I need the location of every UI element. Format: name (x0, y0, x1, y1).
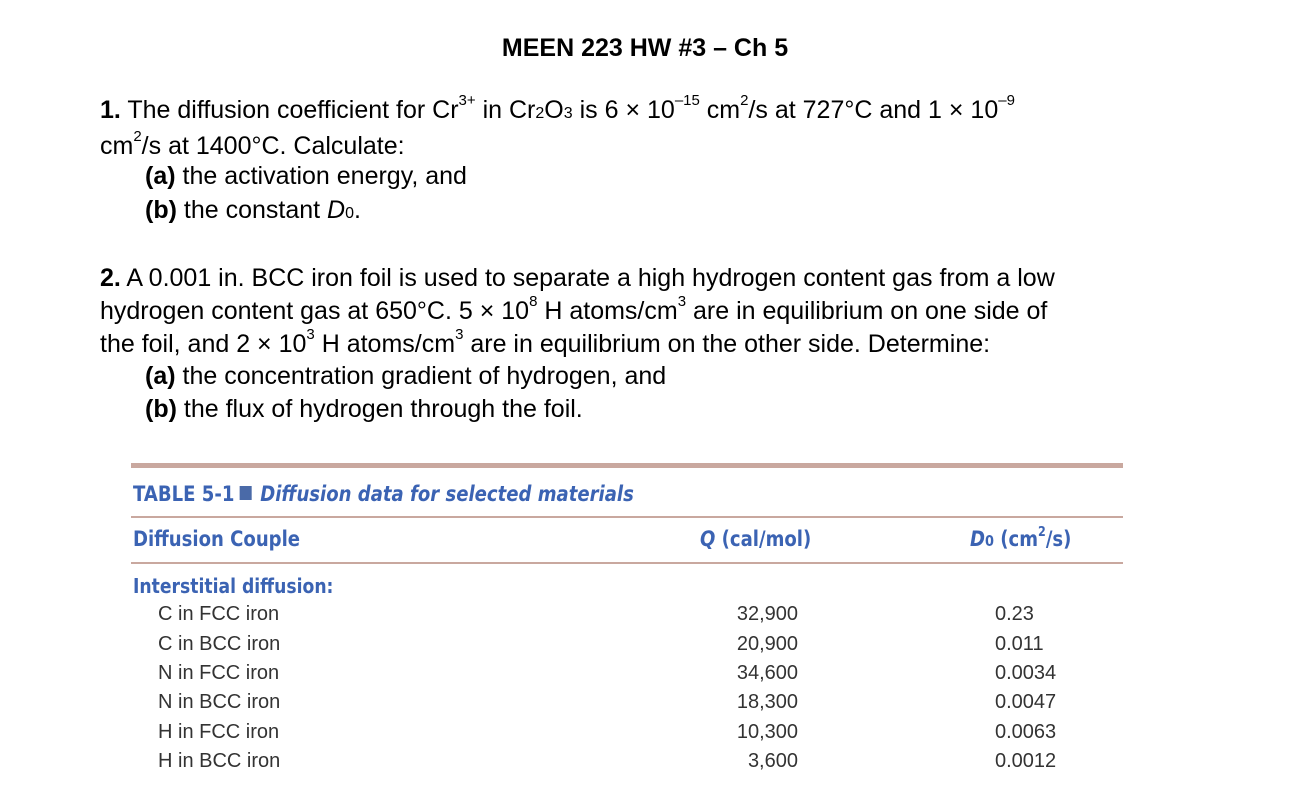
problem-1a: (a) the activation energy, and (145, 162, 467, 190)
table-row: C in FCC iron 32,900 0.23 (158, 603, 1034, 625)
table-header-bottom-rule (131, 562, 1123, 564)
table-top-rule (131, 463, 1123, 468)
square-bullet-icon (240, 486, 252, 500)
table-row: N in FCC iron 34,600 0.0034 (158, 662, 1057, 684)
problem-2: 2. A 0.001 in. BCC iron foil is used to separate a high hydrogen content gas from a low hydrogen content gas at 650°C. $5 \times 10^8$ H atoms/$cm^3$ are in equilibrium on one side of the foil, and $2 \times 10^3$ H atoms/$cm^3$ are in equilibrium on the other side. Determine: (100, 264, 1055, 358)
section-interstitial: Interstitial diffusion: (133, 574, 334, 598)
header-q: Q (cal/mol) (700, 527, 812, 551)
table-row: H in FCC iron 10,300 0.0063 (158, 721, 1057, 743)
table-caption (133, 482, 634, 506)
table-header-rule (131, 516, 1123, 518)
table-label: TABLE 5-1 (133, 482, 235, 506)
table-title: Diffusion data for selected materials (260, 482, 634, 506)
header-d0: D0 $(cm^2/s)$ (970, 525, 1072, 551)
table-row: N in BCC iron 18,300 0.0047 (158, 691, 1057, 713)
problem-1-number: 1. (100, 96, 121, 124)
table-row: C in BCC iron 20,900 0.011 (158, 633, 1044, 655)
problem-2-number: 2. (100, 264, 121, 292)
problem-1-text: The diffusion coefficient for $Cr^{3+}$ in Cr2O3 is $6 \times 10^{-15}$ $cm^2/s$ at 727°C and $1 \times 10^{-9}$ $cm^2/s$ at 1400°C. Calculate: (100, 92, 1015, 160)
problem-1b: (b) the constant D0. (145, 196, 361, 224)
table-row: H in BCC iron 3,600 0.0012 (158, 750, 1057, 772)
page-title: MEEN 223 HW #3 – Ch 5 (501, 34, 789, 62)
problem-2a: (a) the concentration gradient of hydrogen, and (145, 362, 667, 390)
problem-2b: (b) the flux of hydrogen through the foil. (145, 395, 583, 423)
header-diffusion-couple: Diffusion Couple (133, 527, 301, 551)
problem-1 (100, 94, 1220, 163)
